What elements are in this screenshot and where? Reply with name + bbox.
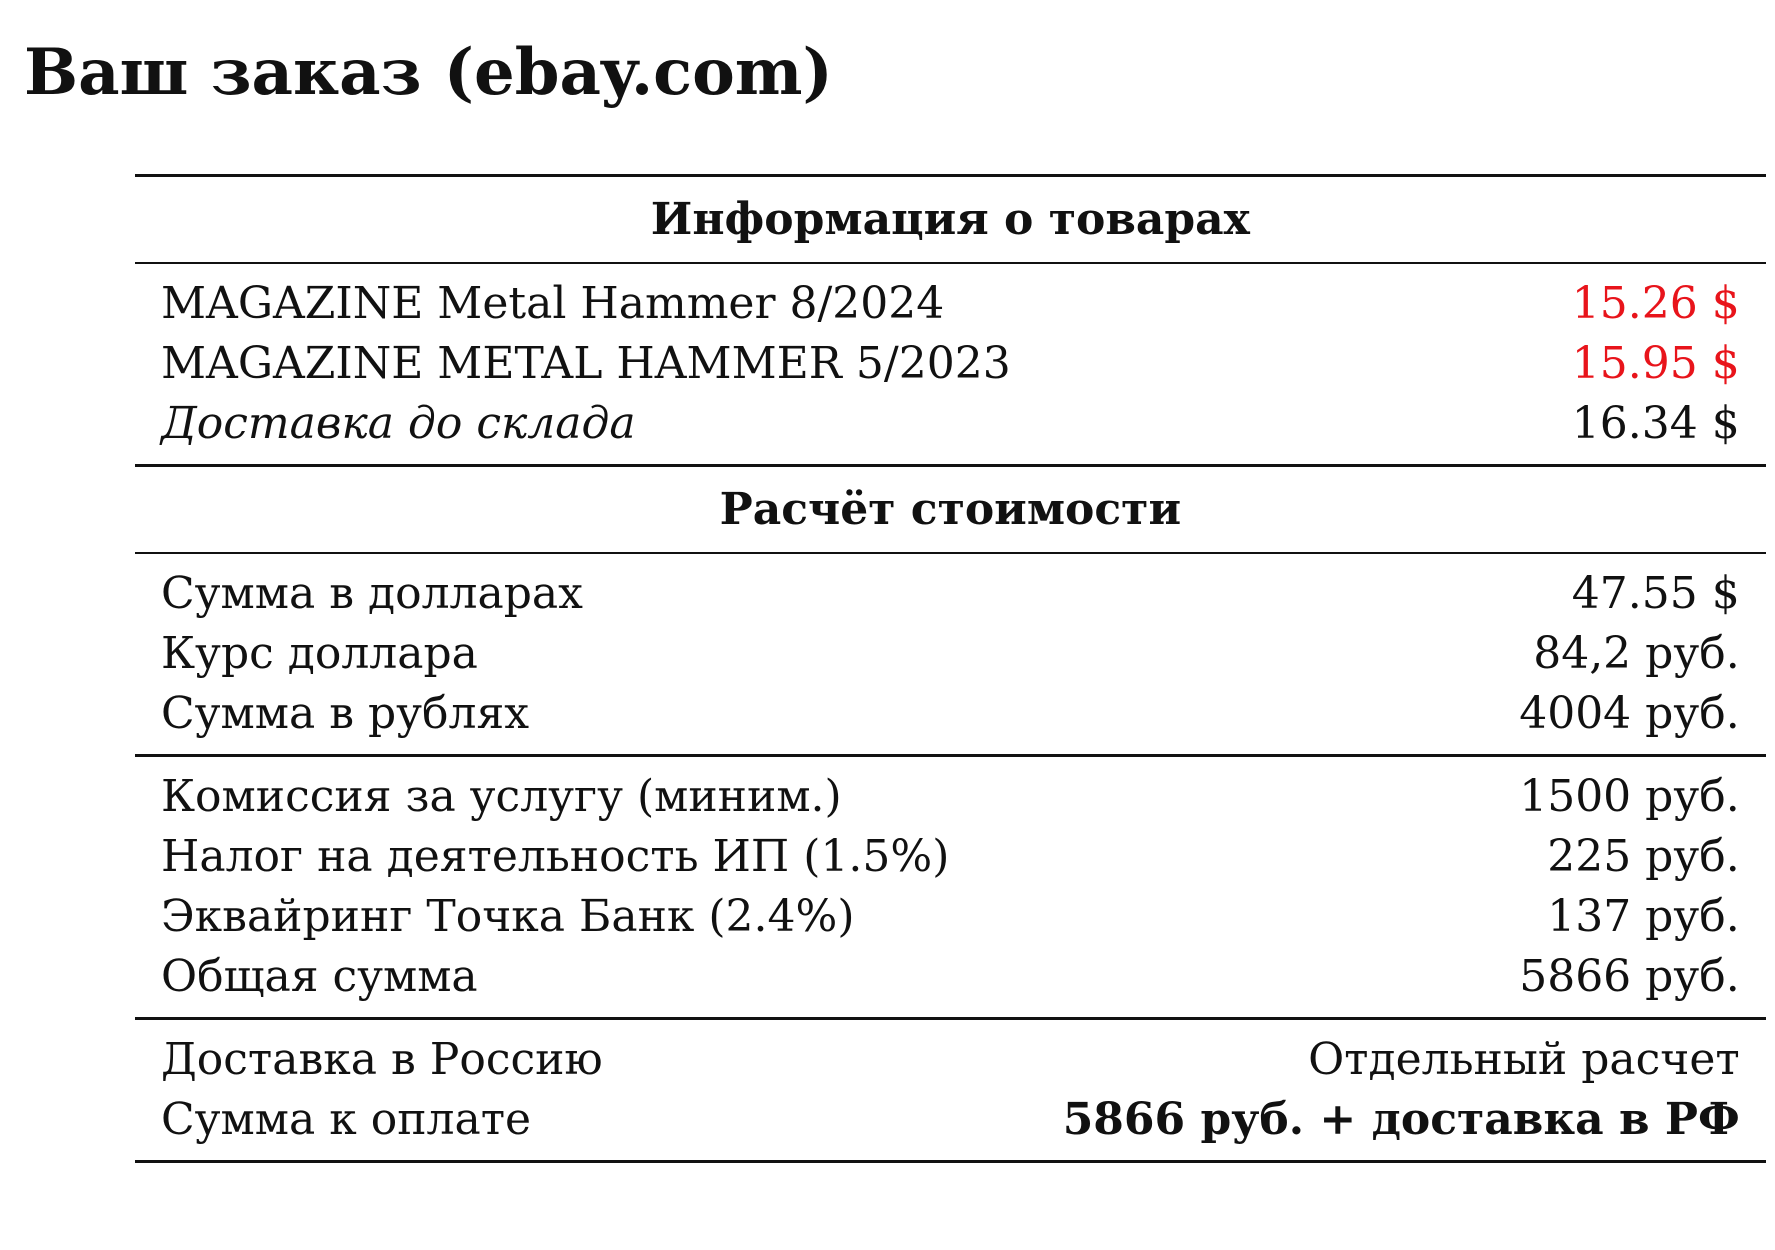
usd-sum-value: 47.55 $ xyxy=(1571,568,1740,619)
rub-sum-row xyxy=(135,684,1766,756)
usd-sum-label: Сумма в долларах xyxy=(161,568,583,619)
exchange-rate-row xyxy=(135,624,1766,684)
item-price: 15.95 $ xyxy=(1571,338,1740,389)
service-fee-value: 1500 руб. xyxy=(1519,771,1740,822)
tax-label: Налог на деятельность ИП (1.5%) xyxy=(161,831,950,882)
calc-section-title: Расчёт стоимости xyxy=(719,484,1182,535)
service-fee-row xyxy=(135,756,1766,828)
rub-sum-label: Сумма в рублях xyxy=(161,688,530,739)
page-title: Ваш заказ (ebay.com) xyxy=(24,35,833,110)
russia-delivery-label: Доставка в Россию xyxy=(161,1034,603,1085)
item-row xyxy=(135,263,1766,334)
amount-due-row xyxy=(135,1090,1766,1162)
exchange-rate-value: 84,2 руб. xyxy=(1533,628,1740,679)
russia-delivery-value: Отдельный расчет xyxy=(1308,1034,1740,1085)
item-label: MAGAZINE Metal Hammer 8/2024 xyxy=(161,278,945,329)
warehouse-delivery-label: Доставка до склада xyxy=(161,398,636,449)
usd-sum-row xyxy=(135,553,1766,624)
order-summary-table xyxy=(135,174,1766,1163)
subtotal-row xyxy=(135,947,1766,1019)
items-section-header xyxy=(135,176,1766,264)
subtotal-label: Общая сумма xyxy=(161,951,478,1002)
warehouse-delivery-row xyxy=(135,394,1766,466)
item-label: MAGAZINE METAL HAMMER 5/2023 xyxy=(161,338,1011,389)
items-section-title: Информация о товарах xyxy=(650,194,1250,245)
item-row xyxy=(135,334,1766,394)
warehouse-delivery-price: 16.34 $ xyxy=(1571,398,1740,449)
subtotal-value: 5866 руб. xyxy=(1519,951,1740,1002)
russia-delivery-row xyxy=(135,1019,1766,1091)
item-price: 15.26 $ xyxy=(1571,278,1740,329)
acquiring-label: Эквайринг Точка Банк (2.4%) xyxy=(161,891,855,942)
tax-row xyxy=(135,827,1766,887)
calc-section-header xyxy=(135,466,1766,554)
tax-value: 225 руб. xyxy=(1547,831,1740,882)
amount-due-label: Сумма к оплате xyxy=(161,1094,532,1145)
amount-due-value: 5866 руб. + доставка в РФ xyxy=(1062,1094,1740,1145)
acquiring-value: 137 руб. xyxy=(1547,891,1740,942)
service-fee-label: Комиссия за услугу (миним.) xyxy=(161,771,842,822)
rub-sum-value: 4004 руб. xyxy=(1519,688,1740,739)
acquiring-row xyxy=(135,887,1766,947)
exchange-rate-label: Курс доллара xyxy=(161,628,478,679)
